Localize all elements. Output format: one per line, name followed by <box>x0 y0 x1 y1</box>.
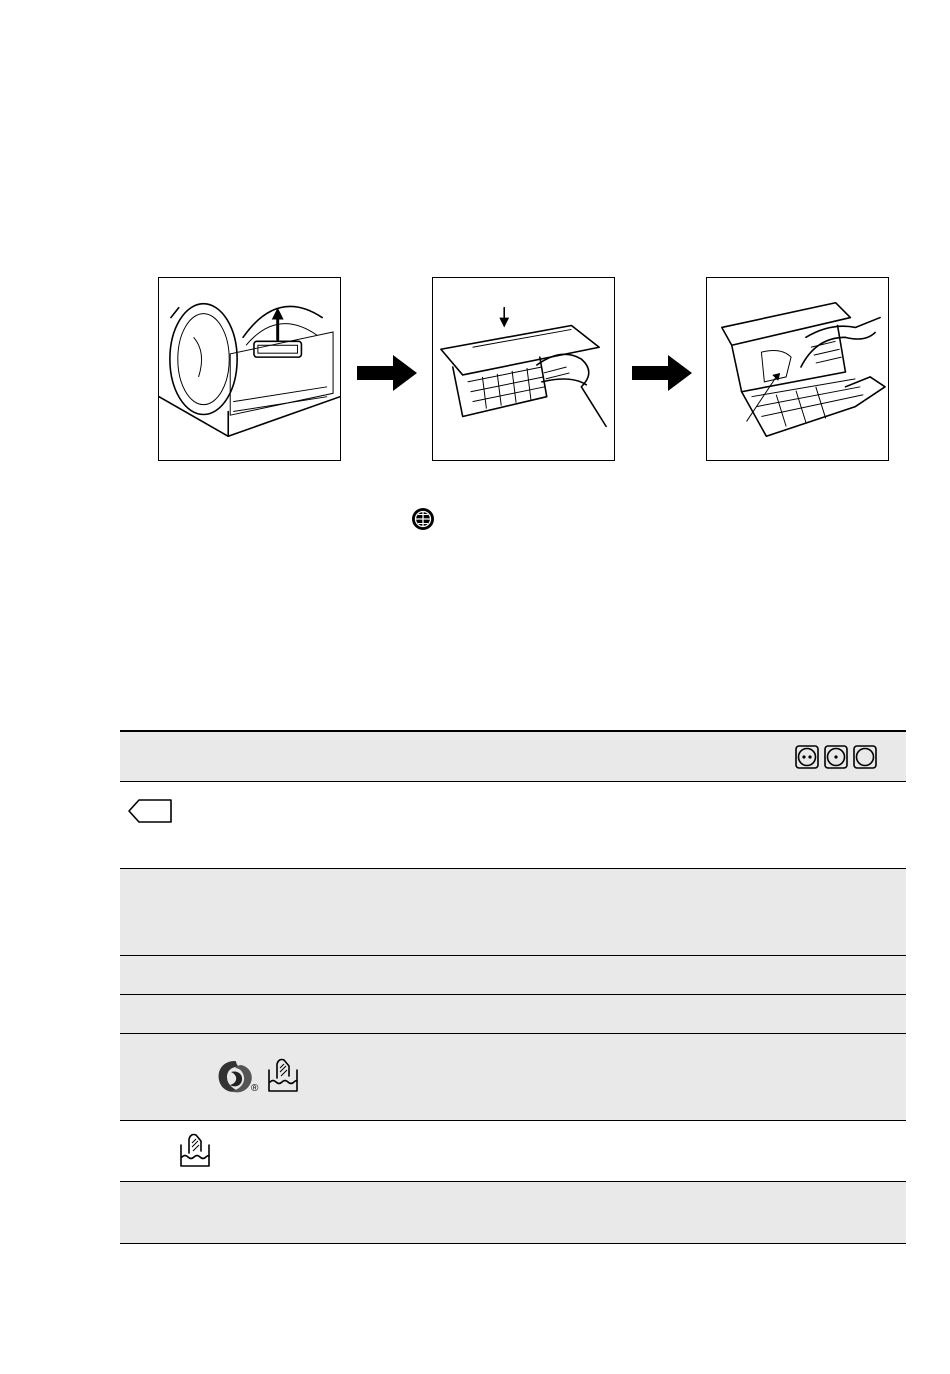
table-row <box>120 995 906 1034</box>
handwash-icon <box>179 1131 211 1169</box>
table-row <box>120 1182 906 1243</box>
table-row <box>120 1034 906 1121</box>
tumble-dry-no-heat-icon <box>853 745 877 769</box>
step-arrow-1 <box>357 355 417 391</box>
step-1-illustration <box>158 277 341 461</box>
tumble-dry-normal-icon <box>795 745 819 769</box>
table-row <box>120 956 906 995</box>
care-label-icon <box>127 798 173 824</box>
care-table <box>120 730 906 1244</box>
globe-icon <box>411 507 435 531</box>
registered-mark: ® <box>251 1083 259 1094</box>
table-row <box>120 782 906 869</box>
handwash-icon <box>267 1056 299 1094</box>
table-row <box>120 1121 906 1182</box>
step-2-illustration <box>432 277 615 461</box>
step-3-illustration <box>706 277 889 461</box>
table-row <box>120 869 906 956</box>
step-arrow-2 <box>632 355 692 391</box>
table-header-row <box>120 732 906 782</box>
tumble-dry-low-icon <box>824 745 848 769</box>
